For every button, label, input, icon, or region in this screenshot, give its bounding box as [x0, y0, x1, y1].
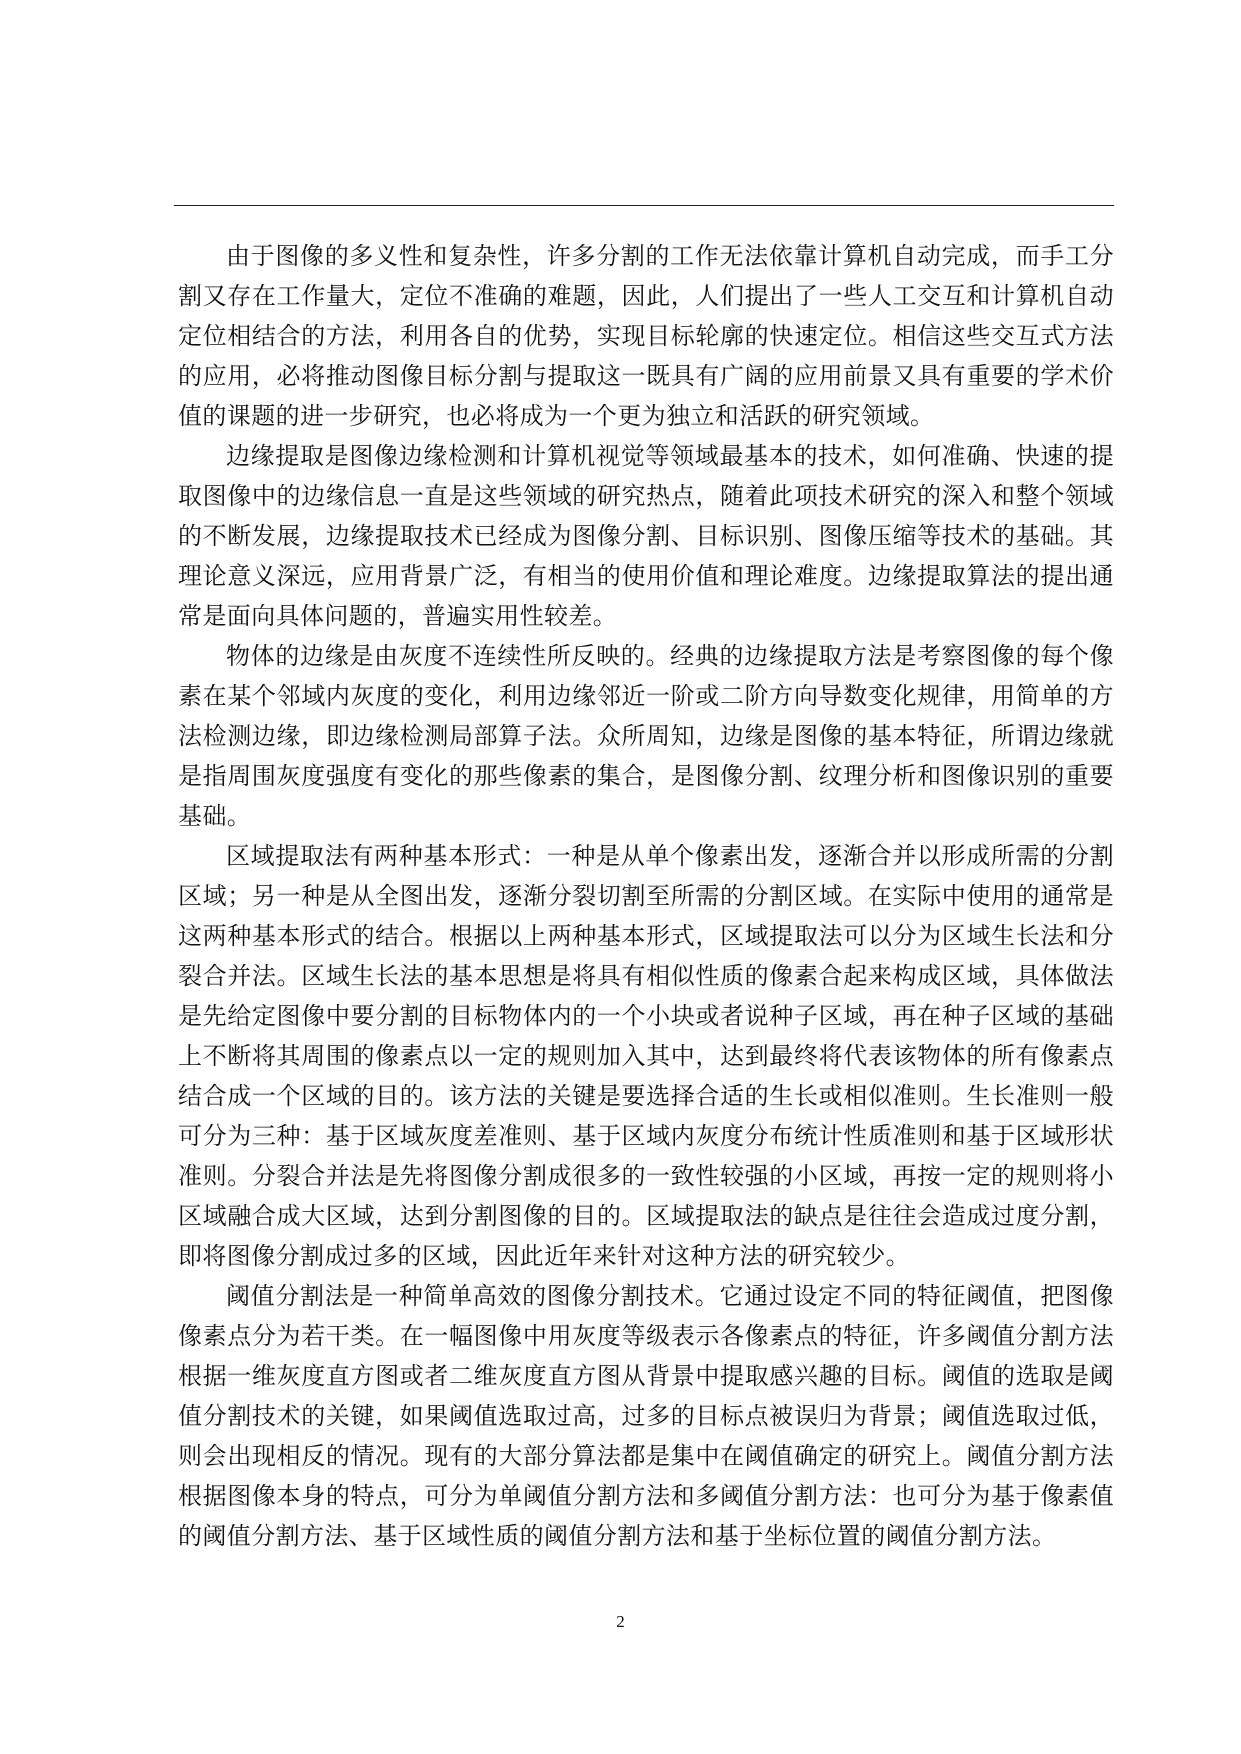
paragraph-edge-extraction: 边缘提取是图像边缘检测和计算机视觉等领域最基本的技术，如何准确、快速的提取图像中的边缘信息一直是这些领域的研究热点，随着此项技术研究的深入和整个领域的不断发展，边缘提取技术已经成为图像分割、目标识别、图像压缩等技术的基础。其理论意义深远，应用背景广泛，有相当的使用价值和理论难度。边缘提取算法的提出通常是面向具体问题的，普遍实用性较差。 — [178, 442, 1114, 630]
paragraph-interactive-segmentation: 由于图像的多义性和复杂性，许多分割的工作无法依靠计算机自动完成，而手工分割又存在工作量大，定位不准确的难题，因此，人们提出了一些人工交互和计算机自动定位相结合的方法，利用各自的优势，实现目标轮廓的快速定位。相信这些交互式方法的应用，必将推动图像目标分割与提取这一既具有广阔的应用前景又具有重要的学术价值的课题的进一步研究，也必将成为一个更为独立和活跃的研究领域。 — [178, 242, 1114, 430]
header-rule — [174, 205, 1114, 206]
paragraph-region-extraction: 区域提取法有两种基本形式：一种是从单个像素出发，逐渐合并以形成所需的分割区域；另一种是从全图出发，逐渐分裂切割至所需的分割区域。在实际中使用的通常是这两种基本形式的结合。根据以上两种基本形式，区域提取法可以分为区域生长法和分裂合并法。区域生长法的基本思想是将具有相似性质的像素合起来构成区域，具体做法是先给定图像中要分割的目标物体内的一个小块或者说种子区域，再在种子区域的基础上不断将其周围的像素点以一定的规则加入其中，达到最终将代表该物体的所有像素点结合成一个区域的目的。该方法的关键是要选择合适的生长或相似准则。生长准则一般可分为三种：基于区域灰度差准则、基于区域内灰度分布统计性质准则和基于区域形状准则。分裂合并法是先将图像分割成很多的一致性较强的小区域，再按一定的规则将小区域融合成大区域，达到分割图像的目的。区域提取法的缺点是往往会造成过度分割，即将图像分割成过多的区域，因此近年来针对这种方法的研究较少。 — [178, 842, 1114, 1270]
document-body — [178, 236, 1114, 1556]
paragraph-object-edges: 物体的边缘是由灰度不连续性所反映的。经典的边缘提取方法是考察图像的每个像素在某个邻域内灰度的变化，利用边缘邻近一阶或二阶方向导数变化规律，用简单的方法检测边缘，即边缘检测局部算子法。众所周知，边缘是图像的基本特征，所谓边缘就是指周围灰度强度有变化的那些像素的集合，是图像分割、纹理分析和图像识别的重要基础。 — [178, 642, 1114, 830]
page-number: 2 — [616, 1612, 625, 1631]
paragraph-threshold-segmentation: 阈值分割法是一种简单高效的图像分割技术。它通过设定不同的特征阈值，把图像像素点分为若干类。在一幅图像中用灰度等级表示各像素点的特征，许多阈值分割方法根据一维灰度直方图或者二维灰度直方图从背景中提取感兴趣的目标。阈值的选取是阈值分割技术的关键，如果阈值选取过高，过多的目标点被误归为背景；阈值选取过低，则会出现相反的情况。现有的大部分算法都是集中在阈值确定的研究上。阈值分割方法根据图像本身的特点，可分为单阈值分割方法和多阈值分割方法：也可分为基于像素值的阈值分割方法、基于区域性质的阈值分割方法和基于坐标位置的阈值分割方法。 — [178, 1282, 1114, 1550]
